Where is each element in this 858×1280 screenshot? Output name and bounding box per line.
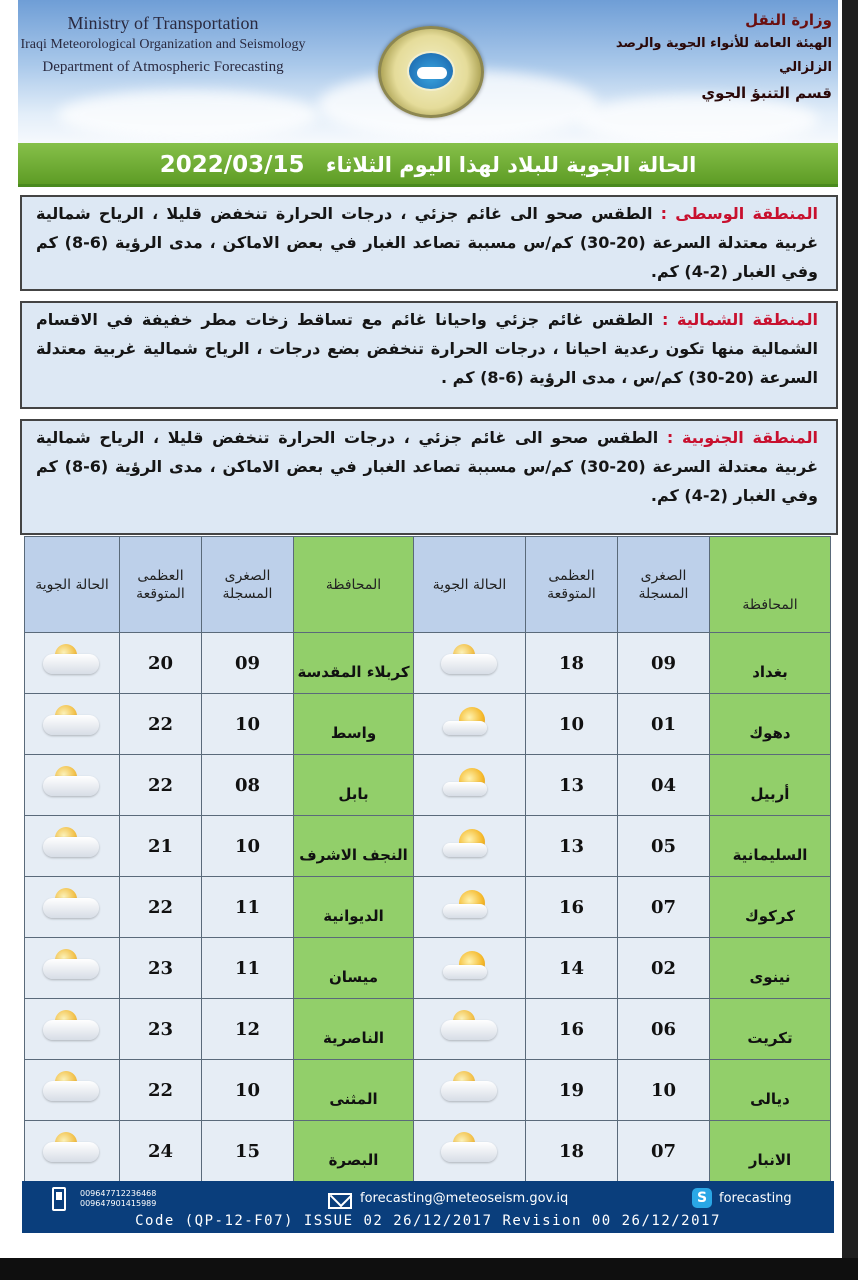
sky-cloud [58, 90, 318, 140]
weather-condition [25, 999, 120, 1060]
table-row [25, 938, 831, 999]
min-temperature: 10 [202, 694, 294, 755]
weather-condition [414, 633, 526, 694]
provinces-weather-table [24, 536, 831, 1182]
table-header-row [25, 537, 831, 633]
weather-condition [414, 1060, 526, 1121]
province-name: واسط [294, 694, 414, 755]
weather-condition [25, 1060, 120, 1121]
province-name: بابل [294, 755, 414, 816]
province-name: ميسان [294, 938, 414, 999]
header-condition: الحالة الجوية [414, 537, 526, 633]
table-row [25, 633, 831, 694]
table-row [25, 999, 831, 1060]
max-temperature: 13 [526, 755, 618, 816]
region-forecast-text: الطقس غائم جزئي واحيانا غائم مع تساقط زخات مطر خفيفة في الاقسام الشمالية منها تكون رعدية احيانا ، درجات الحرارة تنخفض بضع درجات ، الرياح شمالية غربية معتدلة السرعة (20-30) كم/س ، مدى الرؤية (6-8) كم . [36, 310, 818, 387]
cloudy-sun-icon [41, 705, 103, 739]
header-max-expected: العظمى المتوقعة [120, 537, 202, 633]
province-name: البصرة [294, 1121, 414, 1182]
skype-handle[interactable]: forecasting [719, 1191, 792, 1206]
cloudy-sun-icon [41, 644, 103, 678]
region-south [20, 419, 838, 535]
organization-name-en: Iraqi Meteorological Organization and Seismology [20, 37, 306, 52]
department-name-en: Department of Atmospheric Forecasting [42, 59, 284, 75]
partly-cloudy-icon [439, 888, 501, 922]
max-temperature: 20 [120, 633, 202, 694]
max-temperature: 22 [120, 755, 202, 816]
max-temperature: 19 [526, 1060, 618, 1121]
header-max-expected: العظمى المتوقعة [526, 537, 618, 633]
weather-condition [414, 1121, 526, 1182]
cloudy-sun-icon [41, 1010, 103, 1044]
max-temperature: 16 [526, 877, 618, 938]
cloudy-sun-icon [439, 1071, 501, 1105]
weather-condition [25, 1121, 120, 1182]
cloudy-sun-icon [41, 766, 103, 800]
organization-logo [378, 26, 484, 118]
min-temperature: 11 [202, 938, 294, 999]
province-name: ديالى [710, 1060, 831, 1121]
phone-numbers [80, 1189, 156, 1209]
min-temperature: 08 [202, 755, 294, 816]
min-temperature: 12 [202, 999, 294, 1060]
min-temperature: 15 [202, 1121, 294, 1182]
table-row [25, 1060, 831, 1121]
weather-condition [25, 755, 120, 816]
min-temperature: 05 [618, 816, 710, 877]
table-row [25, 755, 831, 816]
max-temperature: 18 [526, 633, 618, 694]
report-date: 2022/03/15 [159, 152, 305, 178]
min-temperature: 07 [618, 1121, 710, 1182]
region-name: المنطقة الوسطى : [660, 204, 818, 223]
min-temperature: 10 [202, 1060, 294, 1121]
weather-condition [414, 816, 526, 877]
max-temperature: 22 [120, 1060, 202, 1121]
partly-cloudy-icon [439, 827, 501, 861]
table-row [25, 877, 831, 938]
max-temperature: 13 [526, 816, 618, 877]
cloudy-sun-icon [41, 949, 103, 983]
max-temperature: 23 [120, 999, 202, 1060]
email-icon [328, 1193, 352, 1209]
province-name: الناصرية [294, 999, 414, 1060]
province-name: دهوك [710, 694, 831, 755]
partly-cloudy-icon [439, 949, 501, 983]
phone-number: 009647901415989 [80, 1199, 157, 1208]
weather-condition [414, 755, 526, 816]
partly-cloudy-icon [439, 705, 501, 739]
header-province: المحافظة [710, 537, 831, 633]
report-title: الحالة الجوية للبلاد لهذا اليوم الثلاثاء [325, 153, 697, 177]
weather-condition [25, 633, 120, 694]
province-name: بغداد [710, 633, 831, 694]
region-north [20, 301, 838, 409]
province-name: كركوك [710, 877, 831, 938]
header-arabic [572, 8, 832, 106]
table-row [25, 816, 831, 877]
max-temperature: 21 [120, 816, 202, 877]
min-temperature: 09 [618, 633, 710, 694]
table-row [25, 1121, 831, 1182]
phone-number: 009647712236468 [80, 1189, 157, 1198]
partly-cloudy-icon [439, 766, 501, 800]
report-title-bar [18, 143, 838, 187]
province-name: الانبار [710, 1121, 831, 1182]
province-name: أربيل [710, 755, 831, 816]
max-temperature: 22 [120, 694, 202, 755]
province-name: السليمانية [710, 816, 831, 877]
weather-condition [414, 938, 526, 999]
min-temperature: 04 [618, 755, 710, 816]
region-forecast-text: الطقس صحو الى غائم جزئي ، درجات الحرارة تنخفض قليلا ، الرياح شمالية غربية معتدلة السرعة (20-30) كم/س مسببة تصاعد الغبار في بعض الاماكن ، مدى الرؤية (6-8) كم وفي الغبار (2-4) كم. [36, 204, 819, 281]
min-temperature: 10 [202, 816, 294, 877]
cloudy-sun-icon [439, 644, 501, 678]
province-name: الديوانية [294, 877, 414, 938]
region-central [20, 195, 838, 291]
province-name: النجف الاشرف [294, 816, 414, 877]
max-temperature: 18 [526, 1121, 618, 1182]
weather-condition [25, 938, 120, 999]
province-name: تكريت [710, 999, 831, 1060]
region-forecast-text: الطقس صحو الى غائم جزئي ، درجات الحرارة تنخفض قليلا ، الرياح شمالية غربية معتدلة السرعة (20-30) كم/س مسببة تصاعد الغبار في بعض الاماكن ، مدى الرؤية (6-8) كم وفي الغبار (2-4) كم. [36, 428, 819, 505]
header-min-recorded: الصغرى المسجلة [618, 537, 710, 633]
province-name: المثنى [294, 1060, 414, 1121]
min-temperature: 07 [618, 877, 710, 938]
cloudy-sun-icon [41, 1071, 103, 1105]
organization-name-ar: الهيئة العامة للأنواء الجوية والرصد الزلزالي [615, 36, 832, 75]
province-name: كربلاء المقدسة [294, 633, 414, 694]
max-temperature: 14 [526, 938, 618, 999]
document-code: Code (QP-12-F07) ISSUE 02 26/12/2017 Revision 00 26/12/2017 [135, 1213, 721, 1229]
weather-condition [414, 877, 526, 938]
max-temperature: 24 [120, 1121, 202, 1182]
max-temperature: 22 [120, 877, 202, 938]
min-temperature: 09 [202, 633, 294, 694]
cloudy-sun-icon [41, 888, 103, 922]
weather-condition [25, 694, 120, 755]
page-frame-right [842, 0, 858, 1262]
weather-condition [414, 694, 526, 755]
max-temperature: 10 [526, 694, 618, 755]
logo-cloud-icon [417, 67, 447, 79]
logo-emblem [407, 51, 455, 91]
max-temperature: 23 [120, 938, 202, 999]
region-name: المنطقة الجنوبية : [666, 428, 819, 447]
max-temperature: 16 [526, 999, 618, 1060]
weather-condition [25, 816, 120, 877]
table-row [25, 694, 831, 755]
department-name-ar: قسم التنبؤ الجوي [701, 84, 832, 102]
header-condition: الحالة الجوية [25, 537, 120, 633]
skype-icon: S [692, 1188, 712, 1208]
min-temperature: 06 [618, 999, 710, 1060]
min-temperature: 10 [618, 1060, 710, 1121]
weather-condition [414, 999, 526, 1060]
cloudy-sun-icon [439, 1010, 501, 1044]
region-name: المنطقة الشمالية : [661, 310, 819, 329]
phone-icon [52, 1187, 66, 1211]
ministry-name-en: Ministry of Transportation [67, 13, 259, 33]
cloudy-sun-icon [439, 1132, 501, 1166]
email-address[interactable]: forecasting@meteoseism.gov.iq [360, 1191, 569, 1206]
cloudy-sun-icon [41, 827, 103, 861]
contact-footer [22, 1181, 834, 1233]
cloudy-sun-icon [41, 1132, 103, 1166]
header-min-recorded: الصغرى المسجلة [202, 537, 294, 633]
page-frame-bottom [0, 1258, 858, 1280]
header-english [18, 12, 308, 78]
weather-condition [25, 877, 120, 938]
header-banner [18, 0, 838, 143]
ministry-name-ar: وزارة النقل [745, 11, 832, 29]
header-province: المحافظة [294, 537, 414, 633]
min-temperature: 02 [618, 938, 710, 999]
province-name: نينوى [710, 938, 831, 999]
min-temperature: 01 [618, 694, 710, 755]
min-temperature: 11 [202, 877, 294, 938]
